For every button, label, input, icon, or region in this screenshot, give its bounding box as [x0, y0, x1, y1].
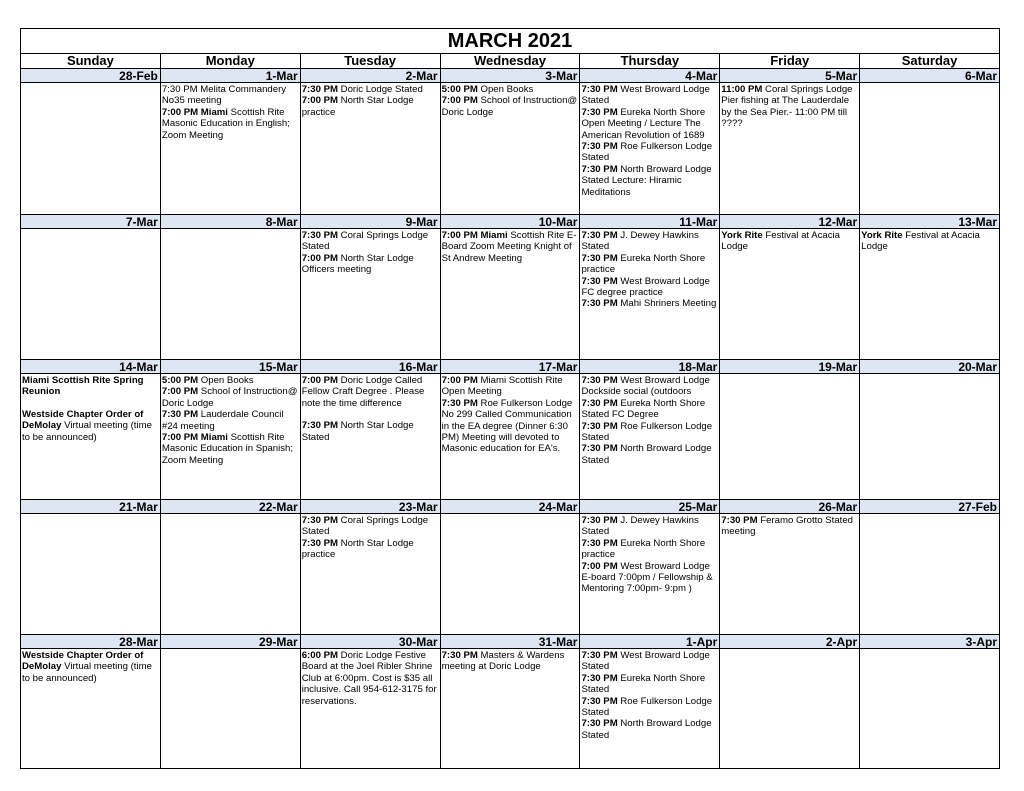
event-text: School of Instruction@ Doric Lodge	[161, 386, 298, 409]
week-row	[21, 360, 999, 500]
day-events	[301, 514, 440, 561]
day-events	[580, 83, 719, 198]
event-text: Roe Fulkerson Lodge Stated	[581, 695, 713, 719]
event-entry	[22, 398, 159, 409]
event-time: 7:00 PM	[161, 386, 199, 398]
weekday-label: Monday	[161, 54, 301, 68]
event-time: 7:30 PM	[581, 230, 618, 241]
event-time: 7:30 PM	[581, 420, 618, 432]
day-events	[860, 649, 999, 650]
event-time: 7:30 PM	[581, 672, 618, 684]
event-text: Virtual meeting (time to be announced)	[22, 661, 152, 684]
event-time: 5:00 PM	[161, 375, 199, 386]
event-text: Virtual meeting (time to be announced)	[22, 420, 152, 443]
day-cell	[161, 635, 301, 768]
day-events	[441, 649, 580, 673]
event-entry	[721, 230, 858, 253]
day-events	[301, 229, 440, 276]
weekday-header	[21, 54, 999, 69]
day-events	[441, 229, 580, 264]
day-date: 24-Mar	[441, 500, 580, 514]
event-text: Festival at Acacia Lodge	[721, 230, 841, 253]
day-events	[21, 374, 160, 443]
event-text: Coral Springs Lodge Stated	[301, 230, 429, 253]
event-text: Scottish Rite Masonic Education in Spanish; Zoom Meeting	[161, 432, 294, 466]
day-cell	[441, 69, 581, 214]
day-cell	[441, 215, 581, 359]
day-date: 27-Feb	[860, 500, 999, 514]
day-events	[720, 374, 859, 375]
event-entry	[581, 696, 718, 719]
event-entry	[22, 409, 159, 443]
day-date: 13-Mar	[860, 215, 999, 229]
event-time: 7:30 PM	[301, 515, 338, 526]
event-text: North Broward Lodge Stated Lecture: Hiramic Meditations	[581, 163, 712, 198]
day-cell	[860, 635, 999, 768]
event-entry	[22, 650, 159, 684]
day-events	[860, 229, 999, 253]
event-text: Doric Lodge Festive Board at the Joel Ribler Shrine Club at 6:00pm. Cost is $35 all inclusive. Call 954-612-3175 for reservations.	[301, 650, 437, 707]
event-time: 7:00 PM Miami	[161, 432, 228, 444]
day-date: 3-Apr	[860, 635, 999, 649]
event-entry	[581, 561, 718, 595]
event-entry	[162, 409, 299, 432]
day-cell	[720, 360, 860, 499]
day-events	[580, 649, 719, 741]
day-cell	[860, 215, 999, 359]
event-text: J. Dewey Hawkins Stated	[581, 515, 699, 538]
event-time: 7:30 PM	[301, 537, 338, 549]
event-text: Scottish Rite E-Board Zoom Meeting Knight of St Andrew Meeting	[441, 230, 577, 264]
event-entry	[581, 718, 718, 741]
event-entry	[442, 84, 579, 95]
event-time: York Rite	[861, 230, 903, 241]
day-date: 3-Mar	[441, 69, 580, 83]
day-events	[301, 83, 440, 118]
event-time: 7:30 PM	[581, 443, 618, 455]
event-text: North Star Lodge Stated	[301, 420, 414, 443]
event-time: 7:30 PM	[581, 397, 618, 409]
day-events	[161, 374, 300, 466]
event-text: North Broward Lodge Stated	[581, 443, 712, 466]
day-events	[161, 514, 300, 515]
event-entry	[442, 230, 579, 264]
day-date: 4-Mar	[580, 69, 719, 83]
day-events	[860, 514, 999, 515]
day-events	[720, 649, 859, 650]
event-entry	[302, 253, 439, 276]
day-date: 12-Mar	[720, 215, 859, 229]
event-entry	[721, 84, 858, 130]
event-text: Roe Fulkerson Lodge Stated	[581, 141, 713, 164]
event-entry	[581, 84, 718, 107]
day-cell	[720, 69, 860, 214]
day-cell	[301, 69, 441, 214]
day-events	[441, 83, 580, 118]
event-time: 7:30 PM	[581, 650, 618, 661]
event-entry	[581, 164, 718, 198]
event-entry	[162, 84, 299, 107]
day-date: 31-Mar	[441, 635, 580, 649]
event-entry	[22, 375, 159, 398]
event-text: Eureka North Shore Open Meeting / Lecture The American Revolution of 1689	[581, 106, 706, 141]
event-text: Coral Springs Lodge Pier fishing at The Lauderdale by the Sea Pier.- 11:00 PM till ????	[721, 84, 853, 130]
event-time: 7:30 PM	[581, 537, 618, 549]
day-cell	[580, 215, 720, 359]
event-time: Westside Chapter Order of DeMolay	[22, 650, 144, 673]
event-text: Roe Fulkerson Lodge Stated	[581, 420, 713, 444]
week-row	[21, 215, 999, 360]
day-events	[441, 514, 580, 515]
event-time: 6:00 PM	[301, 650, 338, 661]
day-events	[21, 649, 160, 684]
event-text: West Broward Lodge E-board 7:00pm / Fellowship & Mentoring 7:00pm- 9:pm )	[581, 560, 713, 595]
day-date: 16-Mar	[301, 360, 440, 374]
day-cell	[21, 500, 161, 634]
event-entry	[581, 298, 718, 309]
event-entry	[302, 420, 439, 443]
event-entry	[721, 515, 858, 538]
event-text: Miami Scottish Rite Open Meeting	[441, 375, 563, 398]
event-time: 7:30 PM	[581, 141, 618, 153]
day-cell	[301, 500, 441, 634]
event-entry	[302, 84, 439, 95]
event-entry	[581, 443, 718, 466]
event-entry	[581, 650, 718, 673]
event-time: 7:30 PM	[301, 230, 338, 241]
day-events	[161, 649, 300, 650]
day-date: 15-Mar	[161, 360, 300, 374]
event-entry	[302, 230, 439, 253]
day-cell	[161, 500, 301, 634]
event-entry	[302, 515, 439, 538]
event-entry	[442, 398, 579, 455]
event-text: Eureka North Shore Stated FC Degree	[581, 397, 706, 421]
event-entry	[581, 141, 718, 164]
day-cell	[441, 635, 581, 768]
day-events	[860, 83, 999, 84]
day-date: 28-Mar	[21, 635, 160, 649]
event-time: 7:30 PM	[581, 298, 618, 310]
event-time: York Rite	[721, 230, 763, 241]
day-date: 18-Mar	[580, 360, 719, 374]
day-date: 1-Mar	[161, 69, 300, 83]
event-text: West Broward Lodge FC degree practice	[581, 275, 710, 299]
event-entry	[581, 421, 718, 444]
event-text: North Star Lodge practice	[301, 537, 414, 561]
event-text: West Broward Lodge Stated	[581, 650, 710, 673]
event-time: 7:30 PM	[581, 275, 618, 287]
event-entry	[442, 650, 579, 673]
event-entry	[581, 538, 718, 561]
event-text: Eureka North Shore practice	[581, 252, 706, 276]
event-entry	[302, 409, 439, 420]
event-entry	[162, 386, 299, 409]
day-cell	[21, 215, 161, 359]
day-events	[21, 229, 160, 230]
day-events	[860, 374, 999, 375]
day-cell	[301, 635, 441, 768]
event-text: North Star Lodge Officers meeting	[301, 252, 414, 276]
event-text: Feramo Grotto Stated meeting	[721, 515, 854, 538]
day-cell	[720, 635, 860, 768]
day-date: 21-Mar	[21, 500, 160, 514]
calendar	[20, 28, 1000, 769]
event-time: 7:00 PM	[301, 375, 338, 386]
event-text: Festival at Acacia Lodge	[861, 230, 980, 253]
day-cell	[161, 69, 301, 214]
event-entry	[581, 230, 718, 253]
weekday-label: Thursday	[580, 54, 720, 68]
week-row	[21, 500, 999, 635]
day-date: 9-Mar	[301, 215, 440, 229]
event-time: 7:00 PM	[441, 375, 478, 386]
event-time: 5:00 PM	[441, 84, 478, 95]
event-entry	[162, 375, 299, 386]
event-entry	[162, 107, 299, 141]
event-entry	[442, 95, 579, 118]
day-cell	[580, 360, 720, 499]
weekday-label: Tuesday	[301, 54, 441, 68]
event-text: J. Dewey Hawkins Stated	[581, 230, 699, 253]
week-row	[21, 69, 999, 215]
event-time: 7:30 PM	[721, 515, 758, 526]
event-text: Eureka North Shore practice	[581, 537, 706, 561]
day-date: 25-Mar	[580, 500, 719, 514]
day-date: 19-Mar	[720, 360, 859, 374]
day-cell	[301, 215, 441, 359]
event-entry	[162, 432, 299, 466]
day-events	[161, 83, 300, 141]
day-date: 6-Mar	[860, 69, 999, 83]
event-text: Roe Fulkerson Lodge No 299 Called Communication in the EA degree (Dinner 6:30 PM) Meeting will devoted to Masonic education for EA's.	[441, 397, 573, 455]
day-cell	[21, 69, 161, 214]
day-events	[21, 514, 160, 515]
day-date: 2-Apr	[720, 635, 859, 649]
day-events	[580, 229, 719, 310]
calendar-title: MARCH 2021	[21, 29, 999, 54]
event-text: Doric Lodge Stated	[337, 84, 423, 95]
day-date: 20-Mar	[860, 360, 999, 374]
event-text: Open Books	[477, 84, 534, 95]
day-cell	[441, 360, 581, 499]
event-time: 7:30 PM	[581, 252, 618, 264]
day-date: 7-Mar	[21, 215, 160, 229]
event-entry	[581, 276, 718, 299]
event-entry	[581, 398, 718, 421]
day-cell	[720, 215, 860, 359]
event-time: 7:00 PM Miami	[441, 230, 508, 241]
event-text: North Star Lodge practice	[301, 95, 414, 118]
event-text: Mahi Shriners Meeting	[617, 298, 717, 310]
event-time: 7:30 PM	[441, 397, 478, 409]
day-date: 11-Mar	[580, 215, 719, 229]
event-text: Lauderdale Council #24 meeting	[161, 409, 284, 432]
event-time: 7:30 PM	[161, 409, 199, 421]
day-events	[161, 229, 300, 230]
event-time: 7:30 PM	[581, 695, 618, 707]
event-time: 7:30 PM	[441, 650, 478, 661]
day-date: 30-Mar	[301, 635, 440, 649]
day-events	[720, 229, 859, 253]
day-date: 26-Mar	[720, 500, 859, 514]
weekday-label: Friday	[720, 54, 860, 68]
event-time: 11:00 PM	[721, 84, 763, 95]
event-entry	[302, 375, 439, 409]
weekday-label: Wednesday	[441, 54, 581, 68]
day-date: 22-Mar	[161, 500, 300, 514]
day-cell	[21, 360, 161, 499]
event-entry	[581, 253, 718, 276]
event-entry	[581, 375, 718, 398]
day-date: 14-Mar	[21, 360, 160, 374]
event-time: 7:30 PM	[581, 718, 618, 730]
day-cell	[860, 69, 999, 214]
event-text: Open Books	[198, 375, 254, 386]
day-date: 1-Apr	[580, 635, 719, 649]
weekday-label: Saturday	[901, 53, 958, 68]
day-date: 17-Mar	[441, 360, 580, 374]
day-cell	[21, 635, 161, 768]
day-date: 28-Feb	[21, 69, 160, 83]
event-text: Masters & Wardens meeting at Doric Lodge	[441, 650, 565, 673]
day-events	[301, 374, 440, 443]
day-events	[720, 514, 859, 538]
day-events	[441, 374, 580, 455]
weekday-label: Sunday	[21, 54, 161, 68]
event-entry	[581, 673, 718, 696]
day-cell	[441, 500, 581, 634]
event-text: School of Instruction@ Doric Lodge	[441, 95, 578, 118]
day-cell	[580, 500, 720, 634]
event-text: West Broward Lodge Stated	[581, 84, 710, 107]
event-time: 7:30 PM	[581, 84, 618, 95]
week-row	[21, 635, 999, 768]
event-text: West Broward Lodge Dockside social (outdoors	[581, 375, 710, 398]
event-text: North Broward Lodge Stated	[581, 718, 712, 741]
day-date: 2-Mar	[301, 69, 440, 83]
event-time: 7:30 PM	[301, 84, 338, 95]
day-events	[21, 83, 160, 84]
day-date: 10-Mar	[441, 215, 580, 229]
event-text: Doric Lodge Called Fellow Craft Degree . Please note the time difference	[301, 375, 425, 409]
day-cell	[860, 360, 999, 499]
day-date: 5-Mar	[720, 69, 859, 83]
day-cell	[580, 69, 720, 214]
event-time: 7:00 PM	[441, 95, 478, 107]
event-time: 7:30 PM	[581, 163, 618, 175]
day-cell	[580, 635, 720, 768]
event-time: 7:00 PM Miami	[161, 106, 228, 118]
event-time: 7:00 PM	[581, 560, 618, 572]
day-cell	[720, 500, 860, 634]
day-date: 8-Mar	[161, 215, 300, 229]
day-date: 23-Mar	[301, 500, 440, 514]
day-cell	[860, 500, 999, 634]
event-time: 7:30 PM	[581, 375, 618, 386]
day-events	[301, 649, 440, 707]
event-text: 7:30 PM Melita Commandery No35 meeting	[161, 84, 287, 107]
event-entry	[581, 107, 718, 141]
event-text: Coral Springs Lodge Stated	[301, 515, 429, 538]
day-events	[580, 514, 719, 595]
event-entry	[302, 95, 439, 118]
event-time: 7:30 PM	[301, 420, 338, 432]
day-cell	[301, 360, 441, 499]
event-time: Miami Scottish Rite Spring Reunion	[22, 375, 144, 398]
event-entry	[442, 375, 579, 398]
event-time: 7:30 PM	[581, 106, 618, 118]
day-events	[720, 83, 859, 130]
event-entry	[861, 230, 998, 253]
event-time: 7:00 PM	[301, 95, 338, 107]
day-cell	[161, 215, 301, 359]
event-time: 7:00 PM	[301, 252, 338, 264]
event-entry	[302, 650, 439, 707]
day-date: 29-Mar	[161, 635, 300, 649]
event-time: Westside Chapter Order of DeMolay	[22, 408, 144, 432]
event-time: 7:30 PM	[581, 515, 618, 526]
day-cell	[161, 360, 301, 499]
event-entry	[581, 515, 718, 538]
event-text: Scottish Rite Masonic Education in English; Zoom Meeting	[161, 106, 290, 141]
event-entry	[302, 538, 439, 561]
day-events	[580, 374, 719, 466]
event-text: Eureka North Shore Stated	[581, 672, 706, 696]
